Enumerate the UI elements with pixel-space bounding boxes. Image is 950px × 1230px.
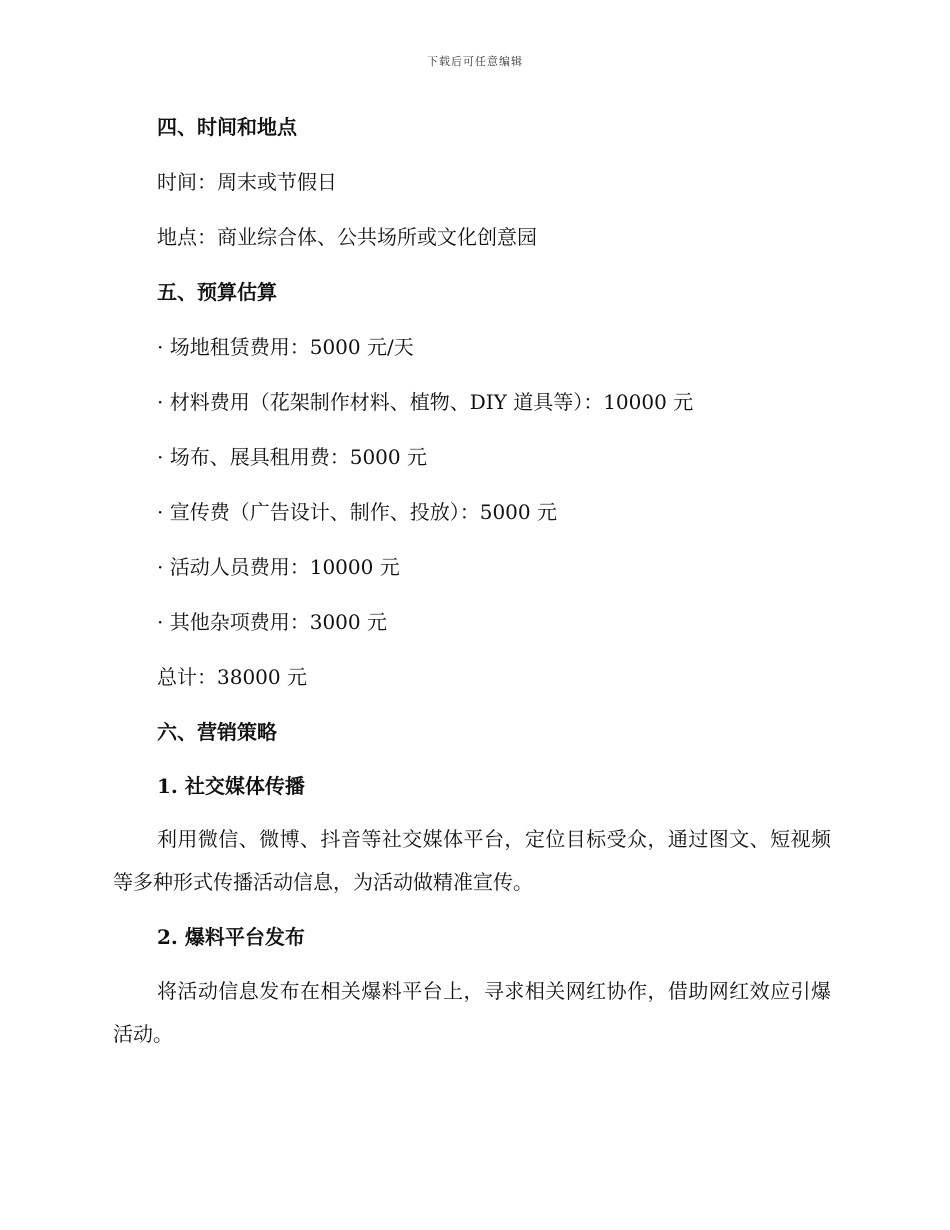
- page-header-note: 下载后可任意编辑: [427, 55, 523, 68]
- budget-item-venue: · 场地租赁费用：5000 元/天: [157, 335, 414, 359]
- section6-heading: 六、营销策略: [157, 720, 277, 744]
- section4-place: 地点：商业综合体、公共场所或文化创意园: [157, 225, 537, 249]
- budget-item-equipment: · 场布、展具租用费：5000 元: [157, 445, 427, 469]
- budget-item-misc: · 其他杂项费用：3000 元: [157, 610, 387, 634]
- budget-total: 总计：38000 元: [157, 665, 307, 689]
- subsection-platform-heading: 2. 爆料平台发布: [157, 925, 305, 949]
- subsection-social-media-heading: 1. 社交媒体传播: [157, 774, 305, 798]
- budget-item-materials: · 材料费用（花架制作材料、植物、DIY 道具等）：10000 元: [157, 390, 694, 414]
- subsection-platform-text: 将活动信息发布在相关爆料平台上，寻求相关网红协作，借助网红效应引爆活动。: [113, 979, 831, 1046]
- section4-time: 时间：周末或节假日: [157, 170, 337, 194]
- budget-item-promotion: · 宣传费（广告设计、制作、投放）：5000 元: [157, 500, 557, 524]
- section5-heading: 五、预算估算: [157, 280, 277, 304]
- subsection-social-media-text: 利用微信、微博、抖音等社交媒体平台，定位目标受众，通过图文、短视频等多种形式传播活动信息，为活动做精准宣传。: [113, 827, 831, 894]
- section4-heading: 四、时间和地点: [157, 115, 297, 139]
- budget-item-staff: · 活动人员费用：10000 元: [157, 555, 400, 579]
